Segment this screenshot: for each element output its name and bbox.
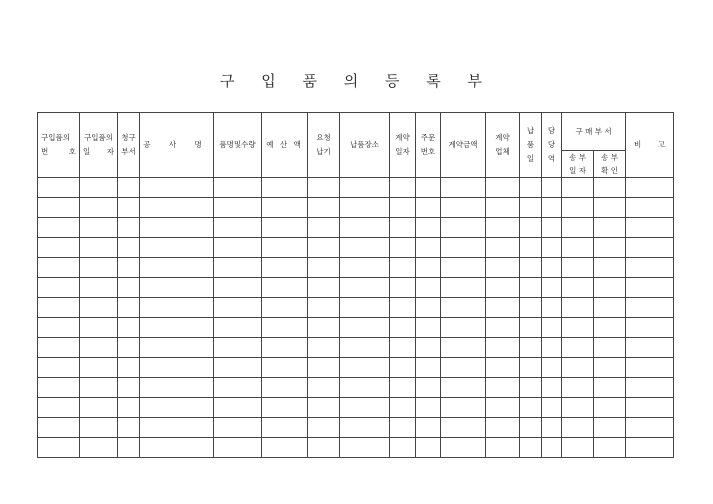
table-cell[interactable] [390, 358, 416, 378]
header-purchasing-dept: 구 매 부 서 [562, 113, 626, 151]
table-cell[interactable] [626, 238, 674, 258]
table-cell[interactable] [262, 238, 308, 258]
table-cell[interactable] [390, 298, 416, 318]
table-cell[interactable] [594, 338, 626, 358]
table-cell[interactable] [562, 438, 594, 458]
table-cell[interactable] [308, 418, 340, 438]
table-cell[interactable] [486, 318, 520, 338]
table-cell[interactable] [308, 238, 340, 258]
table-cell[interactable] [262, 278, 308, 298]
table-cell[interactable] [542, 178, 562, 198]
table-cell[interactable] [390, 238, 416, 258]
table-cell[interactable] [80, 298, 118, 318]
table-cell[interactable] [38, 378, 80, 398]
table-cell[interactable] [520, 318, 542, 338]
table-cell[interactable] [38, 338, 80, 358]
table-cell[interactable] [140, 318, 214, 338]
table-cell[interactable] [214, 438, 262, 458]
table-cell[interactable] [390, 258, 416, 278]
table-row [38, 318, 674, 338]
table-cell[interactable] [118, 218, 140, 238]
table-row [38, 198, 674, 218]
table-cell[interactable] [308, 398, 340, 418]
table-cell[interactable] [390, 198, 416, 218]
table-cell[interactable] [214, 418, 262, 438]
table-cell[interactable] [80, 438, 118, 458]
table-cell[interactable] [308, 258, 340, 278]
table-cell[interactable] [118, 318, 140, 338]
table-cell[interactable] [118, 378, 140, 398]
table-cell[interactable] [214, 198, 262, 218]
table-cell[interactable] [542, 358, 562, 378]
table-cell[interactable] [308, 318, 340, 338]
table-cell[interactable] [542, 378, 562, 398]
table-cell[interactable] [140, 258, 214, 278]
table-cell[interactable] [486, 258, 520, 278]
table-row [38, 378, 674, 398]
table-cell[interactable] [214, 278, 262, 298]
table-cell[interactable] [340, 398, 390, 418]
table-cell[interactable] [626, 298, 674, 318]
table-cell[interactable] [390, 438, 416, 458]
table-cell[interactable] [390, 278, 416, 298]
table-cell[interactable] [262, 358, 308, 378]
table-cell[interactable] [562, 258, 594, 278]
table-cell[interactable] [340, 178, 390, 198]
table-cell[interactable] [80, 238, 118, 258]
table-cell[interactable] [340, 418, 390, 438]
table-cell[interactable] [308, 338, 340, 358]
table-cell[interactable] [562, 318, 594, 338]
header-contractor: 계약 업체 [486, 113, 520, 178]
table-cell[interactable] [416, 338, 441, 358]
table-cell[interactable] [486, 218, 520, 238]
table-cell[interactable] [562, 298, 594, 318]
table-cell[interactable] [262, 258, 308, 278]
table-cell[interactable] [118, 438, 140, 458]
table-cell[interactable] [340, 198, 390, 218]
table-cell[interactable] [486, 398, 520, 418]
table-cell[interactable] [38, 438, 80, 458]
table-cell[interactable] [542, 198, 562, 218]
table-cell[interactable] [542, 418, 562, 438]
table-cell[interactable] [140, 378, 214, 398]
table-cell[interactable] [520, 258, 542, 278]
table-cell[interactable] [626, 418, 674, 438]
table-cell[interactable] [80, 378, 118, 398]
header-item-quantity: 품명및수량 [214, 113, 262, 178]
table-cell[interactable] [594, 258, 626, 278]
table-cell[interactable] [308, 378, 340, 398]
header-purchase-date: 구입품의 일 자 [80, 113, 118, 178]
header-purchase-number: 구입품의 번 호 [38, 113, 80, 178]
table-cell[interactable] [626, 198, 674, 218]
table-cell[interactable] [38, 298, 80, 318]
table-cell[interactable] [80, 218, 118, 238]
table-cell[interactable] [520, 398, 542, 418]
table-cell[interactable] [38, 318, 80, 338]
table-cell[interactable] [416, 278, 441, 298]
table-cell[interactable] [562, 198, 594, 218]
table-cell[interactable] [416, 218, 441, 238]
table-cell[interactable] [441, 338, 486, 358]
table-cell[interactable] [542, 218, 562, 238]
table-cell[interactable] [214, 178, 262, 198]
table-cell[interactable] [340, 258, 390, 278]
table-cell[interactable] [486, 238, 520, 258]
table-cell[interactable] [214, 258, 262, 278]
table-cell[interactable] [416, 318, 441, 338]
table-cell[interactable] [520, 218, 542, 238]
table-cell[interactable] [340, 338, 390, 358]
table-cell[interactable] [486, 358, 520, 378]
table-cell[interactable] [118, 398, 140, 418]
table-cell[interactable] [542, 318, 562, 338]
table-cell[interactable] [594, 398, 626, 418]
table-cell[interactable] [520, 198, 542, 218]
table-cell[interactable] [542, 278, 562, 298]
table-cell[interactable] [140, 198, 214, 218]
table-cell[interactable] [520, 378, 542, 398]
table-cell[interactable] [140, 278, 214, 298]
table-cell[interactable] [416, 178, 441, 198]
table-cell[interactable] [308, 218, 340, 238]
table-cell[interactable] [520, 338, 542, 358]
table-cell[interactable] [520, 238, 542, 258]
table-cell[interactable] [38, 258, 80, 278]
table-cell[interactable] [486, 178, 520, 198]
table-cell[interactable] [416, 418, 441, 438]
table-cell[interactable] [38, 398, 80, 418]
table-cell[interactable] [520, 358, 542, 378]
table-cell[interactable] [390, 338, 416, 358]
table-cell[interactable] [626, 258, 674, 278]
header-order-number: 주문 번호 [416, 113, 441, 178]
table-cell[interactable] [486, 378, 520, 398]
header-send-date: 송 부 일 자 [562, 151, 594, 178]
header-send-confirm: 송 부 확 인 [594, 151, 626, 178]
table-cell[interactable] [520, 418, 542, 438]
table-cell[interactable] [214, 238, 262, 258]
table-cell[interactable] [118, 298, 140, 318]
table-cell[interactable] [140, 358, 214, 378]
table-cell[interactable] [390, 218, 416, 238]
table-cell[interactable] [594, 278, 626, 298]
table-row [38, 398, 674, 418]
table-cell[interactable] [594, 178, 626, 198]
table-row [38, 418, 674, 438]
table-cell[interactable] [80, 258, 118, 278]
header-row-top [38, 113, 674, 151]
header-delivery-place: 납품장소 [340, 113, 390, 178]
table-cell[interactable] [80, 398, 118, 418]
header-remarks: 비 고 [626, 113, 674, 178]
table-cell[interactable] [441, 298, 486, 318]
table-cell[interactable] [118, 278, 140, 298]
table-cell[interactable] [542, 338, 562, 358]
table-cell[interactable] [416, 438, 441, 458]
table-cell[interactable] [38, 358, 80, 378]
table-cell[interactable] [214, 318, 262, 338]
header-request-dept: 청구 부서 [118, 113, 140, 178]
table-cell[interactable] [594, 358, 626, 378]
table-row [38, 278, 674, 298]
table-cell[interactable] [594, 198, 626, 218]
header-person-in-charge: 담 당 역 [542, 113, 562, 178]
table-cell[interactable] [118, 338, 140, 358]
table-cell[interactable] [80, 198, 118, 218]
table-cell[interactable] [140, 438, 214, 458]
header-budget: 예 산 액 [262, 113, 308, 178]
table-row [38, 218, 674, 238]
table-cell[interactable] [562, 398, 594, 418]
table-cell[interactable] [520, 298, 542, 318]
table-cell[interactable] [340, 238, 390, 258]
table-cell[interactable] [486, 418, 520, 438]
table-cell[interactable] [542, 438, 562, 458]
table-cell[interactable] [486, 338, 520, 358]
table-cell[interactable] [340, 318, 390, 338]
table-cell[interactable] [441, 238, 486, 258]
table-cell[interactable] [308, 298, 340, 318]
table-cell[interactable] [562, 278, 594, 298]
table-cell[interactable] [626, 318, 674, 338]
table-cell[interactable] [262, 398, 308, 418]
table-cell[interactable] [340, 298, 390, 318]
header-contract-date: 계약 일자 [390, 113, 416, 178]
table-cell[interactable] [390, 378, 416, 398]
table-cell[interactable] [416, 398, 441, 418]
table-cell[interactable] [441, 198, 486, 218]
table-cell[interactable] [594, 378, 626, 398]
table-cell[interactable] [562, 358, 594, 378]
table-cell[interactable] [390, 318, 416, 338]
page-title: 구 입 품 의 등 록 부 [219, 72, 494, 90]
table-cell[interactable] [140, 338, 214, 358]
table-cell[interactable] [38, 238, 80, 258]
table-cell[interactable] [140, 178, 214, 198]
table-cell[interactable] [441, 358, 486, 378]
table-cell[interactable] [118, 178, 140, 198]
table-cell[interactable] [441, 318, 486, 338]
table-cell[interactable] [118, 358, 140, 378]
header-requested-delivery: 요청 납기 [308, 113, 340, 178]
table-cell[interactable] [340, 278, 390, 298]
table-cell[interactable] [441, 378, 486, 398]
table-cell[interactable] [140, 218, 214, 238]
table-cell[interactable] [626, 278, 674, 298]
table-cell[interactable] [140, 398, 214, 418]
table-cell[interactable] [441, 178, 486, 198]
table-cell[interactable] [390, 178, 416, 198]
table-cell[interactable] [520, 278, 542, 298]
table-cell[interactable] [594, 238, 626, 258]
table-cell[interactable] [340, 218, 390, 238]
table-cell[interactable] [594, 318, 626, 338]
table-cell[interactable] [626, 358, 674, 378]
table-cell[interactable] [38, 178, 80, 198]
table-row [38, 258, 674, 278]
table-cell[interactable] [441, 218, 486, 238]
table-cell[interactable] [308, 198, 340, 218]
table-cell[interactable] [441, 418, 486, 438]
table-cell[interactable] [118, 198, 140, 218]
purchase-register-table [37, 112, 674, 458]
table-cell[interactable] [140, 298, 214, 318]
table-cell[interactable] [262, 438, 308, 458]
table-cell[interactable] [441, 278, 486, 298]
table-cell[interactable] [416, 378, 441, 398]
table-cell[interactable] [542, 298, 562, 318]
table-cell[interactable] [308, 438, 340, 458]
table-cell[interactable] [214, 338, 262, 358]
table-cell[interactable] [486, 278, 520, 298]
table-cell[interactable] [416, 238, 441, 258]
table-cell[interactable] [441, 438, 486, 458]
table-cell[interactable] [626, 338, 674, 358]
table-cell[interactable] [562, 378, 594, 398]
table-cell[interactable] [542, 258, 562, 278]
table-cell[interactable] [562, 218, 594, 238]
table-cell[interactable] [80, 358, 118, 378]
table-cell[interactable] [38, 278, 80, 298]
table-row [38, 238, 674, 258]
table-cell[interactable] [562, 178, 594, 198]
table-cell[interactable] [214, 358, 262, 378]
table-cell[interactable] [486, 298, 520, 318]
table-cell[interactable] [80, 418, 118, 438]
table-cell[interactable] [262, 178, 308, 198]
table-cell[interactable] [626, 398, 674, 418]
header-delivery-date: 납 품 일 [520, 113, 542, 178]
table-cell[interactable] [80, 178, 118, 198]
table-cell[interactable] [340, 358, 390, 378]
table-cell[interactable] [340, 438, 390, 458]
table-cell[interactable] [214, 298, 262, 318]
table-cell[interactable] [80, 318, 118, 338]
table-cell[interactable] [38, 418, 80, 438]
table-cell[interactable] [441, 258, 486, 278]
table-cell[interactable] [140, 238, 214, 258]
table-cell[interactable] [262, 218, 308, 238]
table-cell[interactable] [140, 418, 214, 438]
header-contract-amount: 계약금액 [441, 113, 486, 178]
table-cell[interactable] [80, 338, 118, 358]
table-cell[interactable] [626, 218, 674, 238]
table-cell[interactable] [594, 298, 626, 318]
table-cell[interactable] [626, 438, 674, 458]
table-row [38, 358, 674, 378]
table-cell[interactable] [542, 238, 562, 258]
table-cell[interactable] [390, 418, 416, 438]
table-row [38, 438, 674, 458]
table-row [38, 178, 674, 198]
table-cell[interactable] [594, 418, 626, 438]
table-row [38, 298, 674, 318]
header-project-name: 공 사 명 [140, 113, 214, 178]
table-cell[interactable] [262, 378, 308, 398]
table-cell[interactable] [441, 398, 486, 418]
table-cell[interactable] [416, 358, 441, 378]
table-cell[interactable] [308, 278, 340, 298]
table-cell[interactable] [594, 218, 626, 238]
table-cell[interactable] [520, 438, 542, 458]
table-cell[interactable] [262, 418, 308, 438]
table-cell[interactable] [308, 358, 340, 378]
table-cell[interactable] [486, 438, 520, 458]
table-cell[interactable] [118, 258, 140, 278]
table-cell[interactable] [594, 438, 626, 458]
table-cell[interactable] [262, 338, 308, 358]
table-cell[interactable] [416, 258, 441, 278]
table-cell[interactable] [390, 398, 416, 418]
table-cell[interactable] [626, 178, 674, 198]
table-cell[interactable] [562, 418, 594, 438]
table-cell[interactable] [520, 178, 542, 198]
table-cell[interactable] [340, 378, 390, 398]
table-cell[interactable] [416, 198, 441, 218]
table-cell[interactable] [486, 198, 520, 218]
table-cell[interactable] [262, 318, 308, 338]
table-cell[interactable] [308, 178, 340, 198]
table-cell[interactable] [214, 398, 262, 418]
table-cell[interactable] [214, 378, 262, 398]
table-cell[interactable] [118, 238, 140, 258]
table-cell[interactable] [542, 398, 562, 418]
table-cell[interactable] [80, 278, 118, 298]
table-cell[interactable] [118, 418, 140, 438]
table-cell[interactable] [416, 298, 441, 318]
table-cell[interactable] [262, 198, 308, 218]
table-cell[interactable] [626, 378, 674, 398]
table-cell[interactable] [38, 198, 80, 218]
table-cell[interactable] [214, 218, 262, 238]
table-cell[interactable] [262, 298, 308, 318]
table-cell[interactable] [38, 218, 80, 238]
table-cell[interactable] [562, 238, 594, 258]
table-cell[interactable] [562, 338, 594, 358]
table-row [38, 338, 674, 358]
